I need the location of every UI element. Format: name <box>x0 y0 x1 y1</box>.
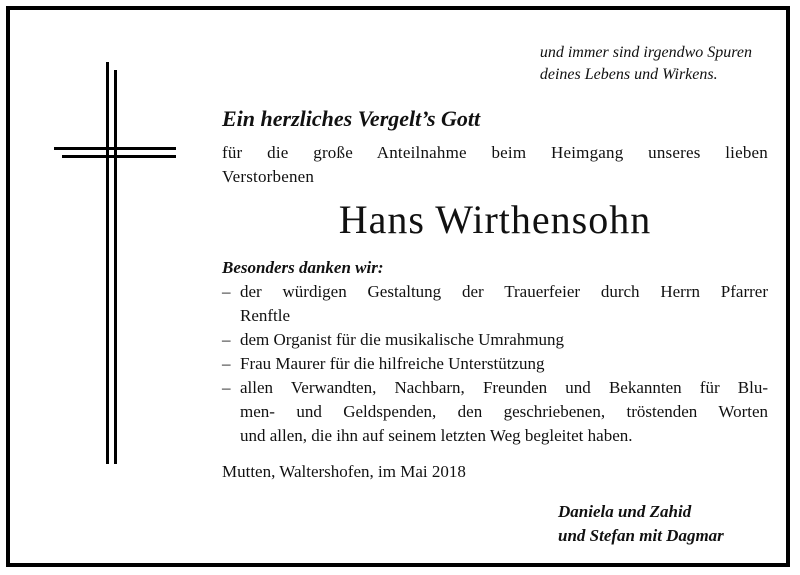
intro-line: für die große Anteilnahme beim Heimgang unseres lieben <box>222 143 768 162</box>
deceased-name: Hans Wirthensohn <box>338 197 652 242</box>
list-item <box>222 280 768 328</box>
list-item <box>222 352 768 376</box>
list-item-line: Frau Maurer für die hilfreiche Unterstützung <box>240 354 545 373</box>
list-item-line: dem Organist für die musikalische Umrahmung <box>240 330 565 349</box>
list-item-line: der würdigen Gestaltung der Trauerfeier durch Herrn Pfarrer <box>240 282 768 301</box>
signatures <box>558 500 724 548</box>
signature-line: und Stefan mit Dagmar <box>558 526 724 545</box>
dash: – <box>222 282 231 301</box>
obituary-notice <box>6 6 790 567</box>
list-item-line: und allen, die ihn auf seinem letzten Weg begleitet haben. <box>240 426 633 445</box>
motto-line: deines Lebens und Wirkens. <box>539 66 718 83</box>
thanks-list <box>222 280 768 448</box>
list-item-line: men- und Geldspenden, den geschriebenen, tröstenden Worten <box>240 402 768 421</box>
motto-line: und immer sind irgendwo Spuren <box>539 44 752 61</box>
place-date: Mutten, Waltershofen, im Mai 2018 <box>222 462 466 481</box>
intro-line: Verstorbenen <box>222 167 315 186</box>
dash: – <box>222 330 231 349</box>
list-item-line: Renftle <box>240 306 291 325</box>
list-item-line: allen Verwandten, Nachbarn, Freunden und Bekannten für Blu- <box>240 378 768 397</box>
signature-line: Daniela und Zahid <box>558 502 692 521</box>
special-thanks-heading: Besonders danken wir: <box>222 258 384 277</box>
list-item <box>222 376 768 448</box>
dash: – <box>222 354 231 373</box>
intro-text <box>222 141 768 189</box>
thanks-title: Ein herzliches Vergelt’s Gott <box>222 106 481 131</box>
dash: – <box>222 378 231 397</box>
list-item <box>222 328 768 352</box>
motto-text <box>540 42 752 86</box>
